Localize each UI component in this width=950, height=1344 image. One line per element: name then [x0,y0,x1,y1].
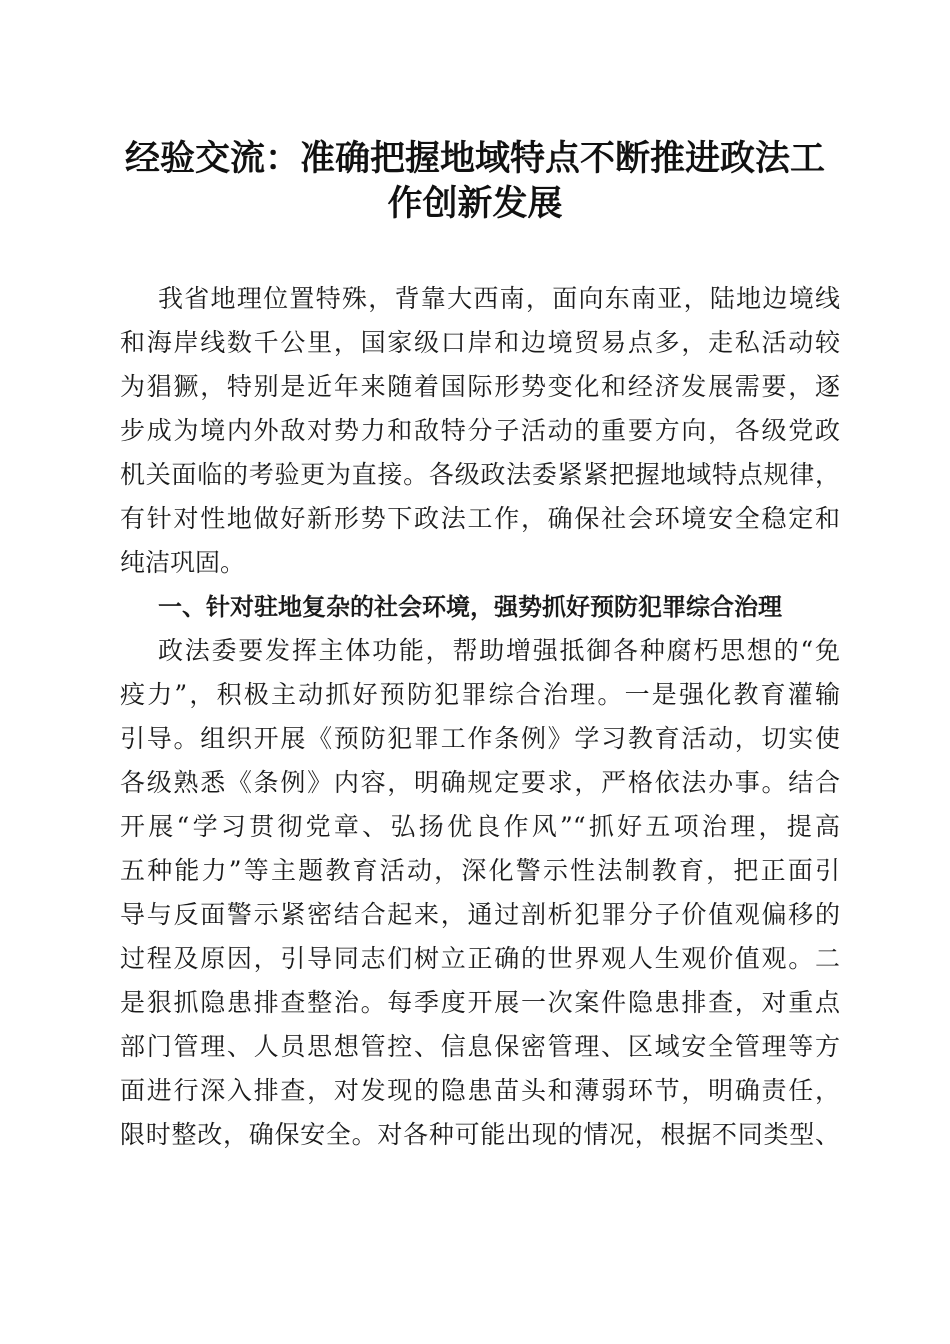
text-line: 五种能力”等主题教育活动，深化警示性法制教育，把正面引 [120,856,840,885]
text-line: 限时整改，确保安全。对各种可能出现的情况，根据不同类型、 [120,1120,840,1149]
text-line: 政法委要发挥主体功能，帮助增强抵御各种腐朽思想的“免 [158,636,840,665]
text-line: 机关面临的考验更为直接。各级政法委紧紧把握地域特点规律， [120,460,840,489]
text-line: 过程及原因，引导同志们树立正确的世界观人生观价值观。二 [120,944,840,973]
text-line: 开展“学习贯彻党章、弘扬优良作风”“抓好五项治理，提高 [120,812,840,841]
title-line: 作创新发展 [387,183,563,224]
text-line: 导与反面警示紧密结合起来，通过剖析犯罪分子价值观偏移的 [120,900,840,929]
title-line: 经验交流：准确把握地域特点不断推进政法工 [124,138,825,179]
document-title [100,136,850,226]
text-line: 面进行深入排查，对发现的隐患苗头和薄弱环节，明确责任， [120,1076,840,1105]
section-heading: 一、针对驻地复杂的社会环境，强势抓好预防犯罪综合治理 [158,593,782,621]
text-line: 是狠抓隐患排查整治。每季度开展一次案件隐患排查，对重点 [120,988,840,1017]
text-line: 疫力”，积极主动抓好预防犯罪综合治理。一是强化教育灌输 [120,680,840,709]
text-line: 有针对性地做好新形势下政法工作，确保社会环境安全稳定和 [120,504,840,533]
text-line: 引导。组织开展《预防犯罪工作条例》学习教育活动，切实使 [120,724,840,753]
text-line: 我省地理位置特殊，背靠大西南，面向东南亚，陆地边境线 [158,284,840,313]
text-line: 和海岸线数千公里，国家级口岸和边境贸易点多，走私活动较 [120,328,840,357]
intro-paragraph [120,277,840,585]
text-line: 部门管理、人员思想管控、信息保密管理、区域安全管理等方 [120,1032,840,1061]
text-line: 纯洁巩固。 [120,548,246,577]
document-body [120,277,840,1157]
section-paragraph [120,629,840,1157]
text-line: 各级熟悉《条例》内容，明确规定要求，严格依法办事。结合 [120,768,840,797]
text-line: 步成为境内外敌对势力和敌特分子活动的重要方向，各级党政 [120,416,840,445]
text-line: 为猖獗，特别是近年来随着国际形势变化和经济发展需要，逐 [120,372,840,401]
